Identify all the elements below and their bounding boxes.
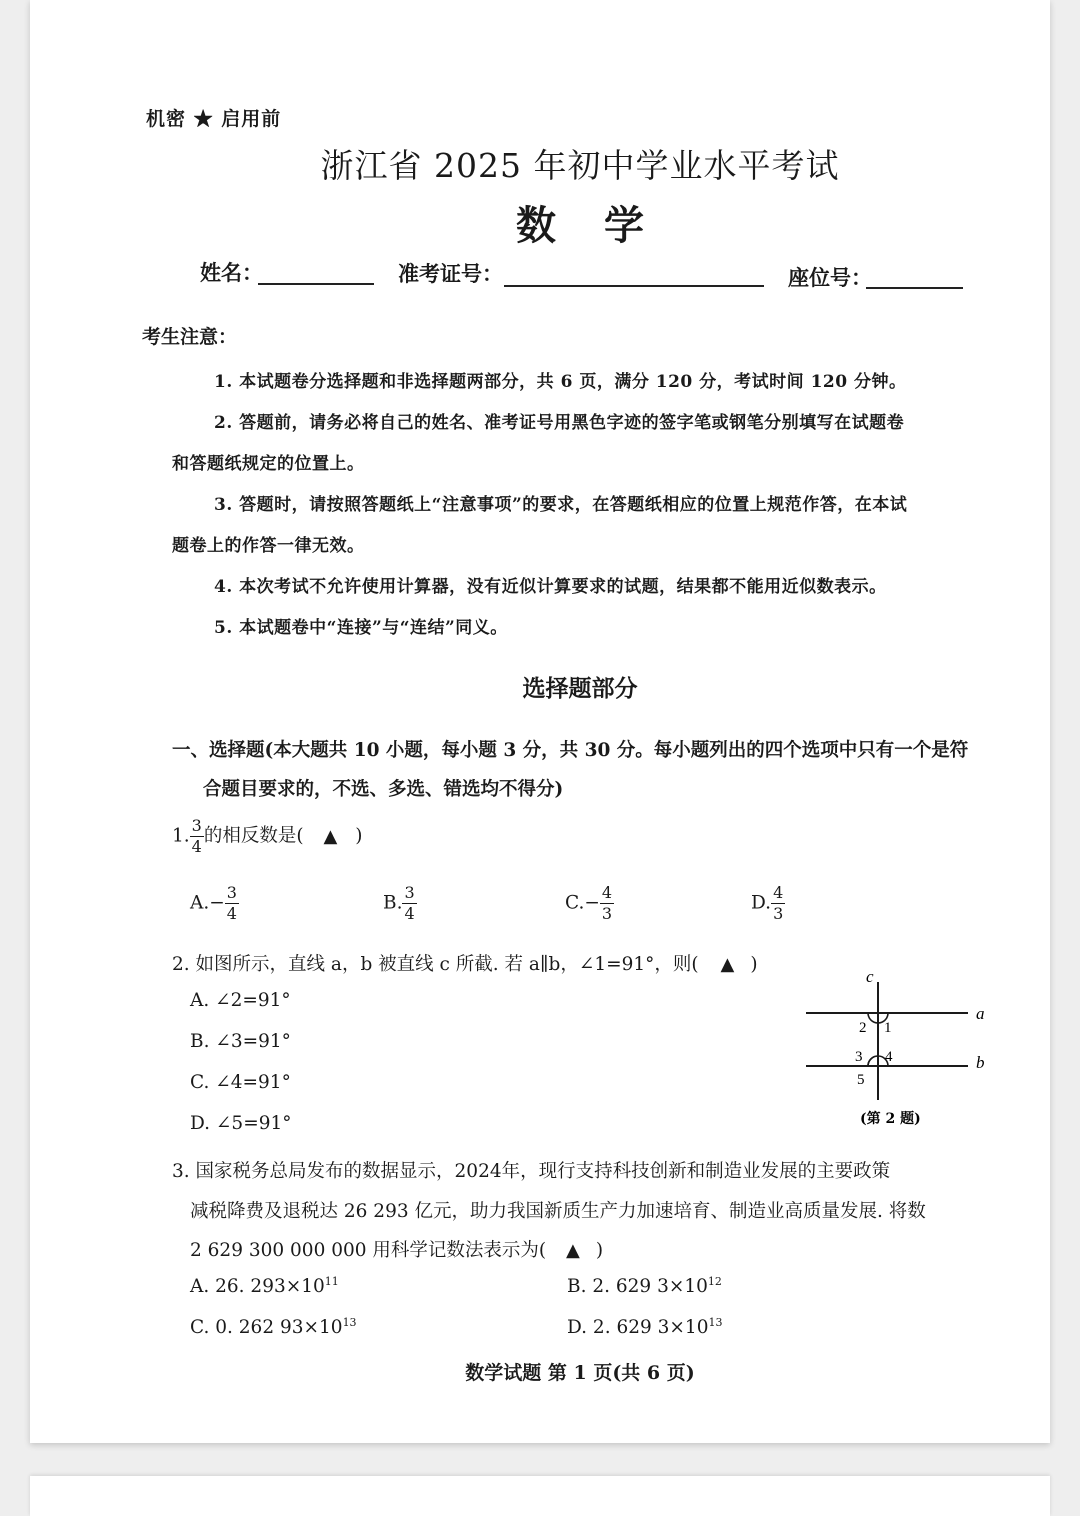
exam-id-blank xyxy=(504,285,764,287)
answer-marker-icon: ▲ xyxy=(720,954,735,975)
q2-option-b: B. ∠3=91° xyxy=(190,1031,291,1052)
notice-heading: 考生注意： xyxy=(142,326,238,348)
q1-frac-den: 4 xyxy=(191,837,202,856)
angle-label-1: 1 xyxy=(884,1020,892,1036)
q1-option-b xyxy=(383,885,417,922)
option-exponent: 11 xyxy=(324,1275,339,1288)
notice-item-2: 2. 答题前，请务必将自己的姓名、准考证号用黑色字迹的签字笔或钢笔分别填写在试题卷 xyxy=(214,413,905,433)
notice-item-4: 4. 本次考试不允许使用计算器，没有近似计算要求的试题，结果都不能用近似数表示。 xyxy=(214,577,887,597)
subject-title: 数学 xyxy=(516,202,692,249)
option-exponent: 13 xyxy=(708,1316,723,1329)
option-exponent: 13 xyxy=(342,1316,357,1329)
q1-option-d xyxy=(751,885,785,922)
question-3-line1: 3. 国家税务总局发布的数据显示，2024年，现行支持科技创新和制造业发展的主要政策 xyxy=(172,1161,891,1182)
option-base: C. 0. 262 93×10 xyxy=(190,1317,343,1339)
frac-num: 4 xyxy=(601,883,613,902)
option-letter: D. xyxy=(751,892,772,914)
angle-label-3: 3 xyxy=(855,1049,863,1065)
frac-den: 3 xyxy=(601,904,613,923)
answer-marker-icon: ▲ xyxy=(323,825,338,847)
option-letter: A. xyxy=(190,892,210,914)
frac-den: 4 xyxy=(226,904,237,923)
q1-number: 1. xyxy=(172,825,190,847)
part-instructions-line1: 一、选择题(本大题共 10 小题，每小题 3 分，共 30 分。每小题列出的四个选项中只有一个是符 xyxy=(172,740,969,761)
frac-den: 3 xyxy=(773,904,784,923)
option-letter: B. xyxy=(383,892,403,914)
option-exponent: 12 xyxy=(707,1275,722,1288)
parallel-lines-figure xyxy=(798,962,998,1132)
label-c: c xyxy=(866,967,874,986)
frac-num: 3 xyxy=(404,883,415,902)
seat-label: 座位号： xyxy=(788,265,872,290)
question-3-line3 xyxy=(190,1236,603,1262)
q3-option-b xyxy=(567,1275,722,1297)
label-b: b xyxy=(976,1053,985,1072)
frac-den: 4 xyxy=(404,904,415,923)
q1-frac-num: 3 xyxy=(191,816,202,835)
angle-label-2: 2 xyxy=(859,1020,867,1036)
option-letter: C. xyxy=(565,892,585,914)
q1-fraction xyxy=(190,818,204,855)
name-blank xyxy=(258,283,374,285)
label-a: a xyxy=(976,1004,985,1023)
option-base: D. 2. 629 3×10 xyxy=(567,1317,709,1339)
confidential-label: 机密 ★ 启用前 xyxy=(146,108,282,130)
page-footer: 数学试题 第 1 页(共 6 页) xyxy=(465,1362,695,1384)
q3-option-c xyxy=(190,1316,357,1338)
part-instructions-line2: 合题目要求的，不选、多选、错选均不得分) xyxy=(203,779,564,800)
option-fraction xyxy=(600,885,614,922)
question-1-stem xyxy=(172,818,363,855)
notice-item-1: 1. 本试题卷分选择题和非选择题两部分，共 6 页，满分 120 分，考试时间 120 分钟。 xyxy=(214,372,907,392)
option-sign: − xyxy=(209,892,225,914)
notice-item-2-cont: 和答题纸规定的位置上。 xyxy=(172,454,365,474)
answer-marker-icon: ▲ xyxy=(566,1240,580,1261)
angle-label-5: 5 xyxy=(857,1072,865,1088)
seat-blank xyxy=(866,287,963,289)
notice-item-3-cont: 题卷上的作答一律无效。 xyxy=(172,536,365,556)
q3-option-d xyxy=(567,1316,722,1338)
exam-id-label: 准考证号： xyxy=(398,261,503,286)
frac-num: 3 xyxy=(226,883,237,902)
q3-line3-text: 2 629 300 000 000 用科学记数法表示为( xyxy=(190,1240,547,1261)
option-sign: − xyxy=(584,892,600,914)
q2-option-c: C. ∠4=91° xyxy=(190,1072,291,1093)
exam-title: 浙江省 2025 年初中学业水平考试 xyxy=(320,146,840,185)
q2-stem-text: 2. 如图所示，直线 a，b 被直线 c 所截. 若 a∥b，∠1=91°，则( xyxy=(172,954,699,975)
q1-option-c xyxy=(565,885,614,922)
q1-stem-text: 的相反数是( xyxy=(203,825,304,847)
section-title: 选择题部分 xyxy=(522,675,638,702)
figure-caption: (第 2 题) xyxy=(860,1111,921,1127)
notice-item-3: 3. 答题时，请按照答题纸上“注意事项”的要求，在答题纸相应的位置上规范作答，在本试 xyxy=(214,495,908,515)
option-fraction xyxy=(225,885,239,922)
option-fraction xyxy=(402,885,416,922)
angle-arc-left xyxy=(868,1056,878,1066)
q3-close: ) xyxy=(595,1240,604,1261)
q1-option-a xyxy=(190,885,239,922)
frac-num: 4 xyxy=(773,883,784,902)
angle-label-4: 4 xyxy=(885,1049,893,1065)
q3-option-a xyxy=(190,1275,339,1297)
question-2-stem xyxy=(172,950,758,976)
q2-option-a: A. ∠2=91° xyxy=(190,990,291,1011)
notice-item-5: 5. 本试题卷中“连接”与“连结”同义。 xyxy=(214,618,508,638)
q2-close: ) xyxy=(750,954,758,975)
question-3-line2: 减税降费及退税达 26 293 亿元，助力我国新质生产力加速培育、制造业高质量发展. 将数 xyxy=(190,1201,926,1222)
q1-close: ) xyxy=(355,825,363,847)
next-page-edge xyxy=(30,1476,1050,1516)
option-base: B. 2. 629 3×10 xyxy=(567,1276,708,1298)
option-fraction xyxy=(771,885,785,922)
name-label: 姓名： xyxy=(200,260,263,285)
q2-option-d: D. ∠5=91° xyxy=(190,1113,292,1134)
option-base: A. 26. 293×10 xyxy=(190,1276,325,1298)
